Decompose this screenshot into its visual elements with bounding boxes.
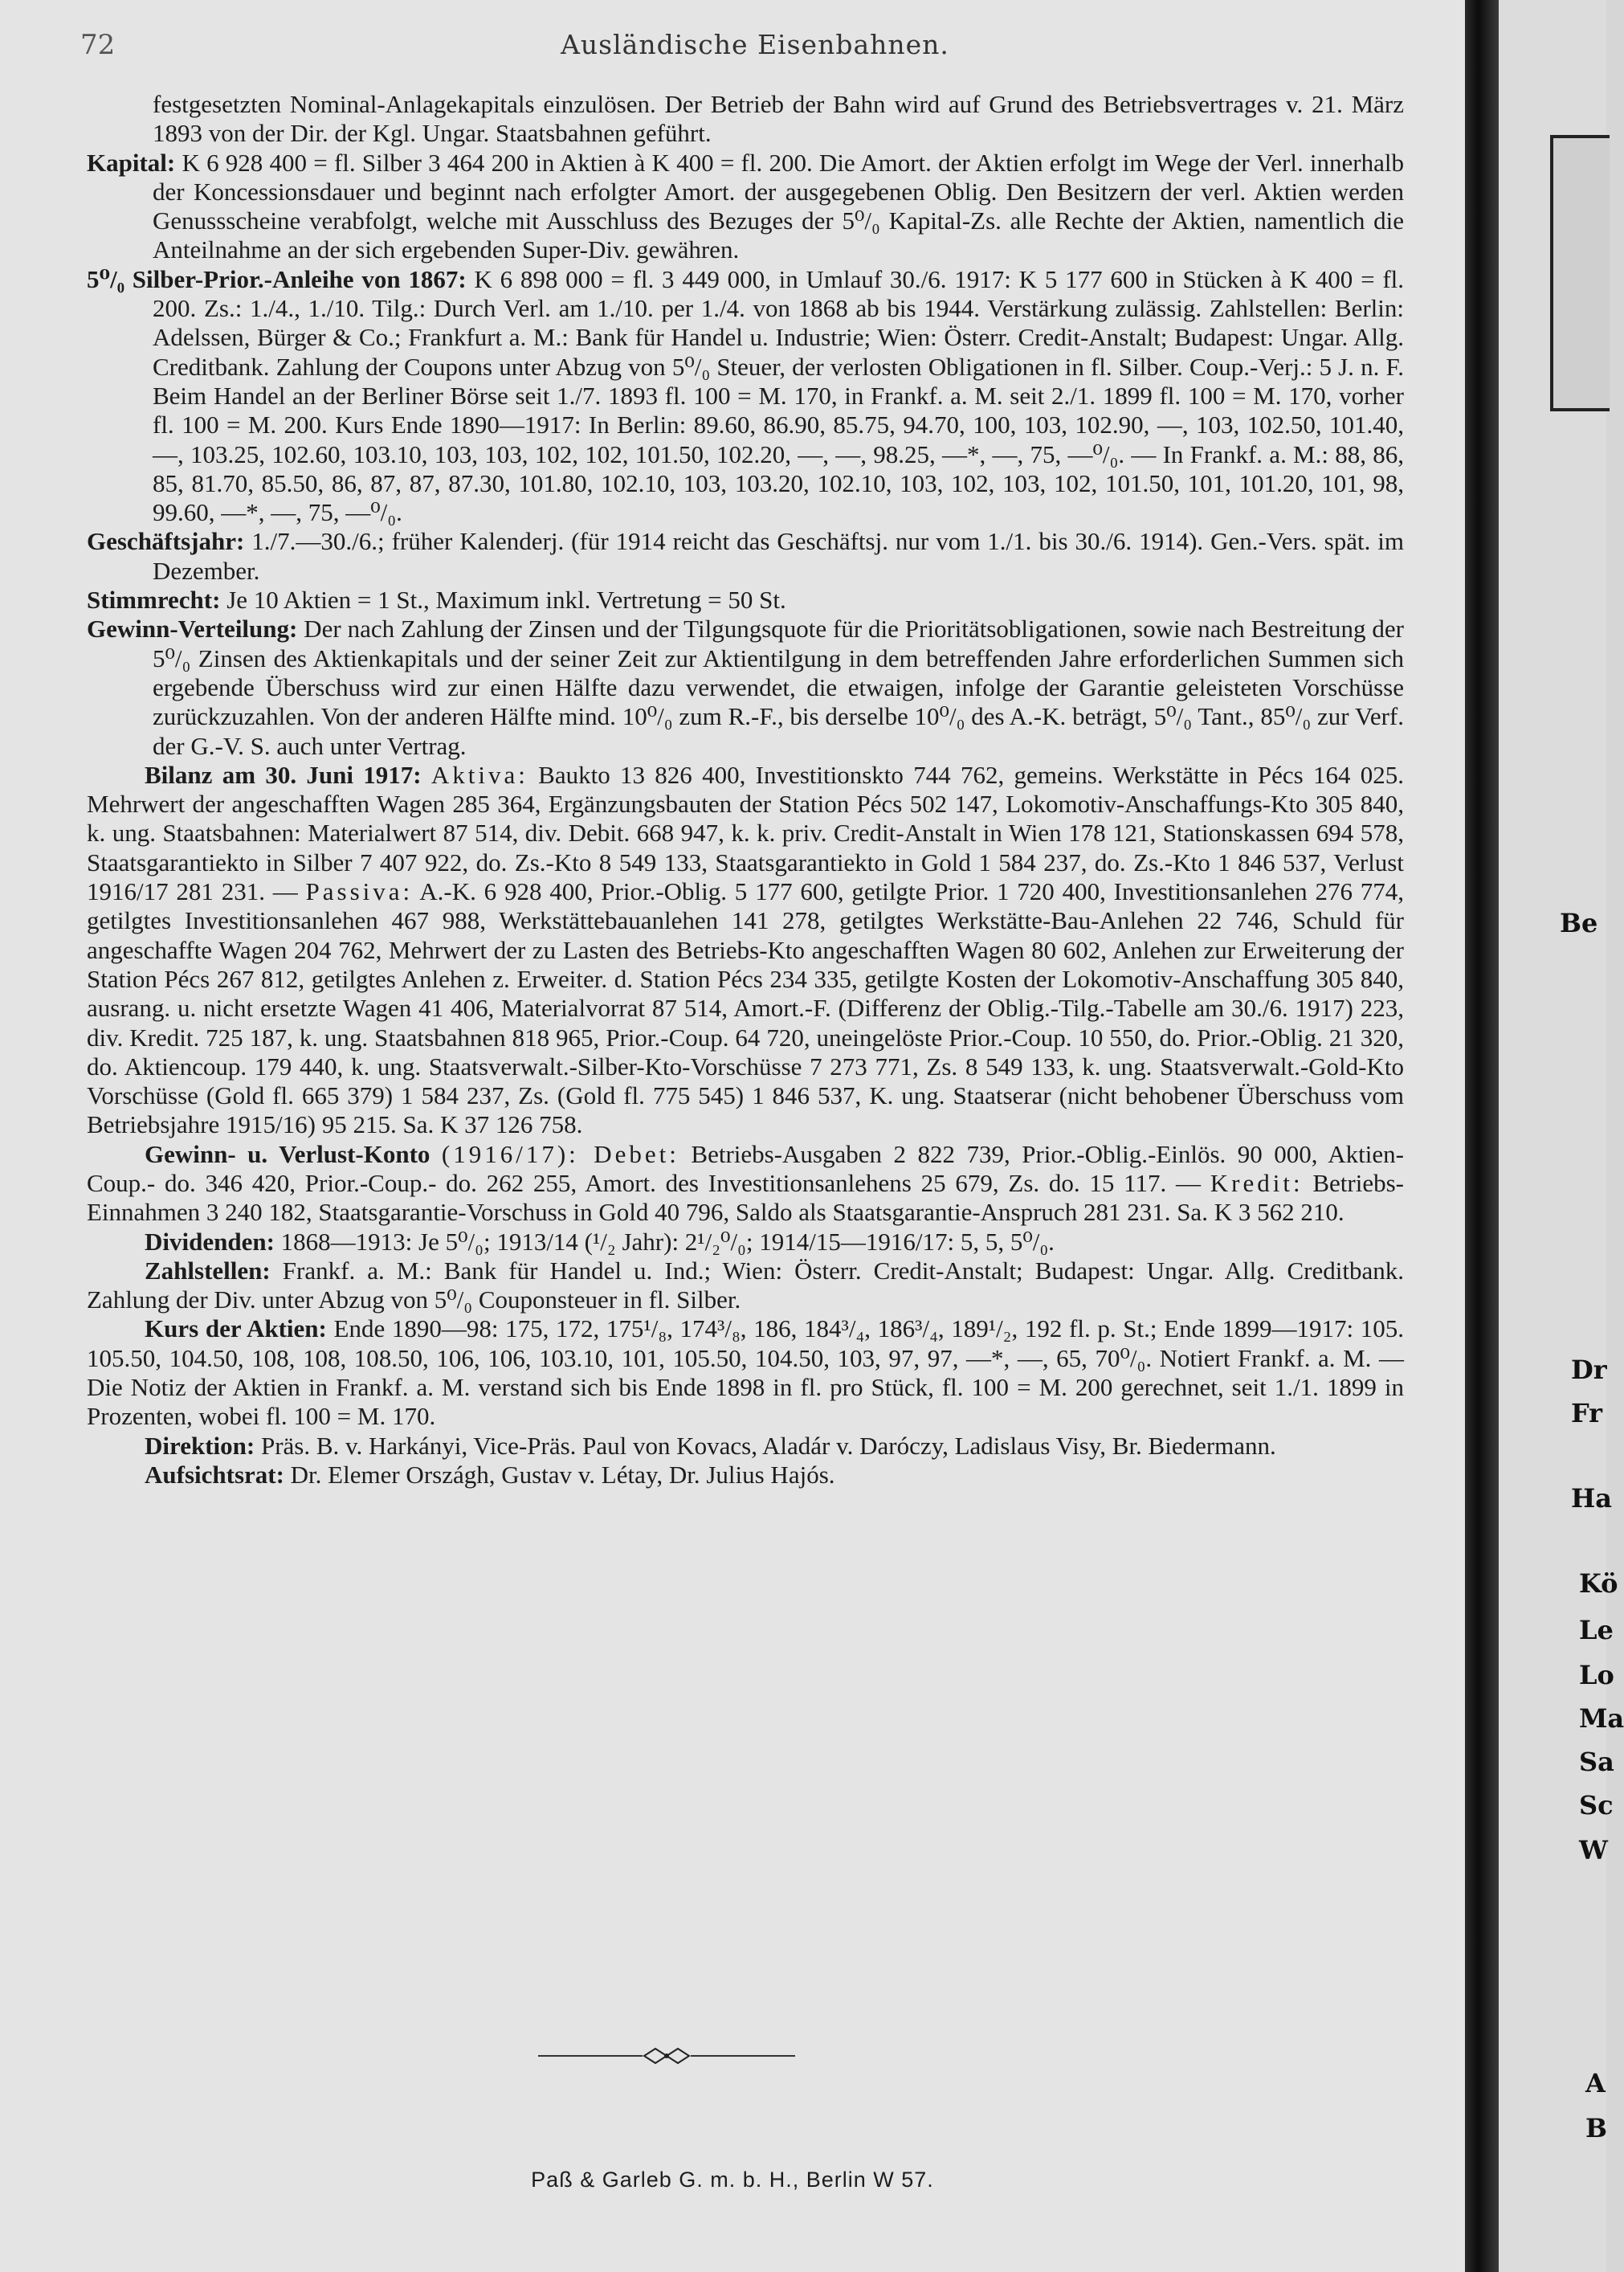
page-header — [80, 29, 1430, 69]
kapital-section — [87, 149, 1404, 265]
kredit-label: Kredit: — [1210, 1168, 1304, 1197]
adjacent-fragment: Be — [1560, 908, 1598, 938]
passiva-label: Passiva: — [305, 877, 414, 906]
kapital-label: Kapital: — [87, 148, 176, 177]
adjacent-fragment: Dr — [1571, 1355, 1607, 1385]
zahlstellen-text: Frankf. a. M.: Bank für Handel u. Ind.; Wien: Österr. Credit-Anstalt; Budapest: Ungar. Allg. Creditbank. Zahlung der Div. unter Abzug von 5⁰/₀ Couponsteuer in fl. Silber. — [87, 1256, 1405, 1314]
anleihe-section — [87, 265, 1404, 528]
stimmrecht-section — [87, 586, 1404, 615]
passiva-text: A.-K. 6 928 400, Prior.-Oblig. 5 177 600, getilgte Prior. 1 720 400, Investitionsanlehen 276 774, getilgtes Investitionsanlehen 467 988, Werkstättebauanlehen 141 278, getilgtes Werkstätte-Bau-Anlehen 22 746, Schuld für angeschaffte Wagen 204 762, Mehrwert der zu Lasten des Betriebs-Kto angeschafften Wagen 80 602, Anlehen zur Erweiterung der Station Pécs 267 812, getilgtes Anlehen z. Erweiter. d. Station Pécs 234 335, getilgte Kosten der Lokomotiv-Anschaffung 305 840, ausrang. u. nicht ersetzte Wagen 41 406, Materialvorrat 87 514, Amort.-F. (Differenz der Oblig.-Tilg.-Tabelle am 30./6. 1917) 223, div. Kredit. 725 187, k. ung. Staatsbahnen 818 965, Prior.-Coup. 64 720, uneingelöste Prior.-Coup. 10 550, do. Prior.-Oblig. 21 320, do. Aktiencoup. 179 440, k. ung. Staatsverwalt.-Silber-Kto-Vorschüsse 7 273 771, Zs. 8 549 133, k. ung. Staatsverwalt.-Gold-Kto Vorschüsse (Gold fl. 665 379) 1 584 237, Zs. (Gold fl. 775 545) 1 846 537, K. ung. Staatserar (nicht behobener Überschuss vom Betriebsjahre 1915/16) 95 215. Sa. K 37 126 758. — [87, 877, 1405, 1139]
adjacent-fragment: A — [1585, 2068, 1606, 2098]
zahlstellen-label: Zahlstellen: — [145, 1256, 271, 1285]
dividenden-label: Dividenden: — [145, 1227, 275, 1256]
direktion-section — [87, 1432, 1404, 1461]
kurs-aktien-section — [87, 1314, 1404, 1431]
aufsichtsrat-text: Dr. Elemer Országh, Gustav v. Létay, Dr. Julius Hajós. — [290, 1460, 835, 1489]
geschaeftsjahr-section — [87, 527, 1404, 586]
running-title: Ausländische Eisenbahnen. — [561, 29, 949, 60]
aktiva-label: Aktiva: — [430, 760, 528, 789]
adjacent-fragment: Sc — [1579, 1790, 1614, 1820]
adjacent-fragment: B — [1585, 2113, 1608, 2143]
dividenden-text: 1868—1913: Je 5⁰/₀; 1913/14 (¹/₂ Jahr): 2¹/₂⁰/₀; 1914/15—1916/17: 5, 5, 5⁰/₀. — [280, 1227, 1055, 1256]
gewinn-verteilung-section — [87, 615, 1404, 760]
direktion-text: Präs. B. v. Harkányi, Vice-Präs. Paul von Kovacs, Aladár v. Daróczy, Ladislaus Visy, Br. Biedermann. — [260, 1431, 1276, 1460]
gewinn-verteilung-text: Der nach Zahlung der Zinsen und der Tilgungsquote für die Prioritätsobligationen, sowie nach Bestreitung der 5⁰/₀ Zinsen des Aktienkapitals und der seiner Zeit zur Aktientilgung in dem betreffenden Jahre erforderlichen Summen sich ergebende Überschuss wird zur einen Hälfte dazu verwendet, die etwaigen, infolge der Garantie geleisteten Vorschüsse zurückzuzahlen. Von der anderen Hälfte mind. 10⁰/₀ zum R.-F., bis derselbe 10⁰/₀ des A.-K. beträgt, 5⁰/₀ Tant., 85⁰/₀ zur Verf. der G.-V. S. auch unter Vertrag. — [153, 615, 1404, 760]
bilanz-label: Bilanz am 30. Juni 1917: — [145, 760, 422, 789]
stimmrecht-text: Je 10 Aktien = 1 St., Maximum inkl. Vertretung = 50 St. — [226, 586, 786, 615]
anleihe-text: K 6 898 000 = fl. 3 449 000, in Umlauf 30./6. 1917: K 5 177 600 in Stücken à K 400 = fl. 200. Zs.: 1./4., 1./10. Tilg.: Durch Verl. am 1./10. per 1./4. von 1868 ab bis 1944. Verstärkung zulässig. Zahlstellen: Berlin: Adelssen, Bürger & Co.; Frankfurt a. M.: Bank für Handel u. Industrie; Wien: Österr. Credit-Anstalt; Budapest: Ungar. Allg. Creditbank. Zahlung der Coupons unter Abzug von 5⁰/₀ Steuer, der verlosten Obligationen in fl. Silber. Coup.-Verj.: 5 J. n. F. Beim Handel an der Berliner Börse seit 1./7. 1893 fl. 100 = M. 170, in Frankf. a. M. seit 2./1. 1899 fl. 100 = M. 170, vorher fl. 100 = M. 200. Kurs Ende 1890—1917: In Berlin: 89.60, 86.90, 85.75, 94.70, 100, 103, 102.90, —, 103, 102.50, 101.40, —, 103.25, 102.60, 103.10, 103, 103, 102, 102, 101.50, 102.20, —, —, 98.25, —*, —, 75, —⁰/₀. — In Frankf. a. M.: 88, 86, 85, 81.70, 85.50, 86, 87, 87, 87.30, 101.80, 102.10, 103, 103.20, 102.10, 103, 102, 103, 102, 101.50, 101, 101.20, 101, 98, 99.60, —*, —, 75, —⁰/₀. — [153, 264, 1405, 527]
dividenden-section — [87, 1228, 1404, 1257]
gewinn-konto-section — [87, 1140, 1404, 1228]
adjacent-fragment: Lo — [1579, 1660, 1614, 1690]
direktion-label: Direktion: — [145, 1431, 255, 1460]
kapital-text: K 6 928 400 = fl. Silber 3 464 200 in Aktien à K 400 = fl. 200. Die Amort. der Aktien erfolgt im Wege der Verl. innerhalb der Koncessionsdauer und beginnt nach erfolgter Amort. der ausgegebenen Oblig. Den Besitzern der verl. Aktien werden Genussscheine verabfolgt, welche mit Ausschluss des Bezuges der 5⁰/₀ Kapital-Zs. alle Rechte der Aktien, namentlich die Anteilnahme an der sich ergebenden Super-Div. gewähren. — [153, 148, 1404, 264]
kurs-aktien-label: Kurs der Aktien: — [145, 1314, 327, 1343]
zahlstellen-section — [87, 1257, 1404, 1315]
debet-label: (1916/17): Debet: — [441, 1139, 679, 1168]
printer-imprint: Paß & Garleb G. m. b. H., Berlin W 57. — [531, 2168, 934, 2192]
geschaeftsjahr-label: Geschäftsjahr: — [87, 527, 245, 556]
geschaeftsjahr-text: 1./7.—30./6.; früher Kalenderj. (für 1914 reicht das Geschäftsj. nur vom 1./1. bis 30./6. 1914). Gen.-Vers. spät. im Dezember. — [153, 527, 1405, 585]
page-number: 72 — [80, 29, 116, 61]
adjacent-fragment: Ma — [1579, 1703, 1624, 1734]
adjacent-fragment: Kö — [1579, 1568, 1618, 1599]
adjacent-fragment: Ha — [1571, 1483, 1612, 1514]
intro-paragraph: festgesetzten Nominal-Anlagekapitals einzulösen. Der Betrieb der Bahn wird auf Grund des Betriebsvertrages v. 21. März 1893 von der Dir. der Kgl. Ungar. Staatsbahnen geführt. — [153, 90, 1404, 148]
adjacent-fragment: Fr — [1571, 1398, 1603, 1428]
book-gutter — [1465, 0, 1499, 2272]
aufsichtsrat-section — [87, 1461, 1404, 1489]
aufsichtsrat-label: Aufsichtsrat: — [145, 1460, 284, 1489]
bilanz-section — [87, 761, 1404, 1140]
kurs-aktien-text: Ende 1890—98: 175, 172, 175¹/₈, 174³/₈, 186, 184³/₄, 186³/₄, 189¹/₂, 192 fl. p. St.; Ende 1899—1917: 105. 105.50, 104.50, 108, 108, 108.50, 106, 106, 103.10, 101, 105.50, 104.50, 103, 97, 97, —*, —, 65, 70⁰/₀. Notiert Frankf. a. M. — Die Notiz der Aktien in Frankf. a. M. verstand sich bis Ende 1898 in fl. pro Stück, fl. 100 = M. 200 gerechnet, seit 1./1. 1899 in Prozenten, wobei fl. 100 = M. 170. — [87, 1314, 1405, 1431]
aktiva-text: Baukto 13 826 400, Investitionskto 744 762, gemeins. Werkstätte in Pécs 164 025. Mehrwert der angeschafften Wagen 285 364, Ergänzungsbauten der Station Pécs 502 147, Lokomotiv-Anschaffungs-Kto 305 840, k. ung. Staatsbahnen: Materialwert 87 514, div. Debit. 668 947, k. k. priv. Credit-Anstalt in Wien 178 121, Stationskassen 694 578, Staatsgarantiekto in Silber 7 407 922, do. Zs.-Kto 8 549 133, Staatsgarantiekto in Gold 1 584 237, do. Zs.-Kto 1 846 537, Verlust 1916/17 281 231. — — [87, 760, 1404, 906]
anleihe-label: 5⁰/₀ Silber-Prior.-Anleihe von 1867: — [87, 264, 467, 293]
section-divider-ornament — [538, 2044, 795, 2068]
adjacent-page-ornament — [1550, 135, 1610, 411]
adjacent-fragment: Le — [1579, 1615, 1614, 1645]
stimmrecht-label: Stimmrecht: — [87, 586, 221, 615]
adjacent-fragment: W — [1579, 1835, 1608, 1865]
adjacent-fragment: Sa — [1579, 1747, 1614, 1777]
debet-text: Betriebs-Ausgaben 2 822 739, Prior.-Oblig.-Einlös. 90 000, Aktien-Coup.- do. 346 420, Prior.-Coup.- do. 262 255, Amort. des Investitionsanlehens 25 679, Zs. do. 15 117. — — [87, 1139, 1404, 1197]
kredit-text: Betriebs-Einnahmen 3 240 182, Staatsgarantie-Vorschuss in Gold 40 796, Saldo als Staatsgarantie-Anspruch 281 231. Sa. K 3 562 210. — [87, 1168, 1405, 1227]
page-body — [87, 90, 1404, 1489]
gewinn-verteilung-label: Gewinn-Verteilung: — [87, 615, 298, 644]
gewinn-konto-label: Gewinn- u. Verlust-Konto — [145, 1139, 430, 1168]
